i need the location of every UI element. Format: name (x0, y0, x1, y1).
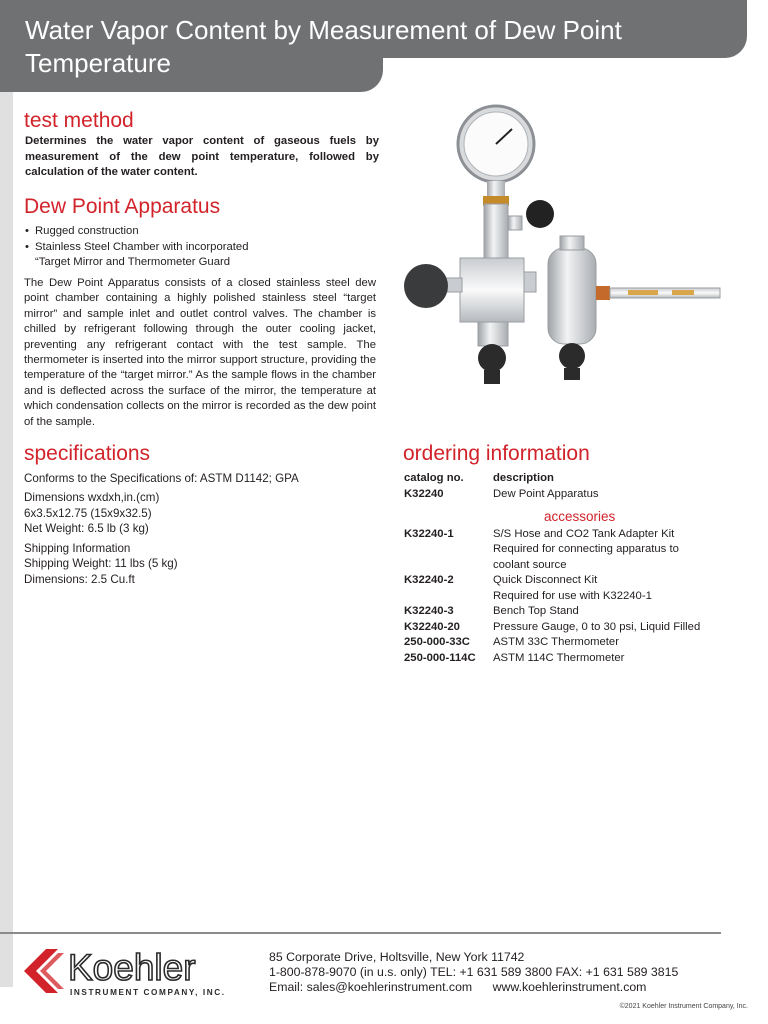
feature-list (25, 224, 249, 271)
catalog-description: coolant source (493, 559, 567, 571)
footer-address: 85 Corporate Drive, Holtsville, New York 11742 (269, 950, 525, 964)
logo-subtitle: INSTRUMENT COMPANY, INC. (70, 988, 226, 997)
spec-shipping-heading: Shipping Information (24, 542, 131, 555)
catalog-description: Quick Disconnect Kit (493, 574, 598, 586)
catalog-description: Required for use with K32240-1 (493, 590, 652, 602)
col-description-header: description (493, 472, 554, 484)
test-method-heading: test method (24, 109, 134, 132)
catalog-code: K32240-3 (404, 605, 454, 617)
footer-copyright: ©2021 Koehler Instrument Company, Inc. (619, 1003, 748, 1010)
catalog-code: K32240-2 (404, 574, 454, 586)
feature-item-continuation: “Target Mirror and Thermometer Guard (35, 256, 231, 268)
catalog-code: 250-000-33C (404, 636, 470, 648)
spec-dimensions-value: 6x3.5x12.75 (15x9x32.5) (24, 507, 152, 520)
apparatus-heading: Dew Point Apparatus (24, 195, 221, 218)
catalog-description: Required for connecting apparatus to (493, 543, 679, 555)
spec-shipping-dimensions: Dimensions: 2.5 Cu.ft (24, 573, 135, 586)
page-title: Water Vapor Content by Measurement of Dew Point Temperature (25, 15, 622, 78)
catalog-code: 250-000-114C (404, 652, 476, 664)
footer-contact (269, 950, 678, 996)
spec-conforms: Conforms to the Specifications of: ASTM D1142; GPA (24, 472, 299, 485)
col-catalog-header: catalog no. (404, 472, 464, 484)
feature-item: • Stainless Steel Chamber with incorporated (25, 240, 249, 253)
catalog-description: ASTM 33C Thermometer (493, 636, 619, 648)
catalog-code: K32240-1 (404, 528, 454, 540)
catalog-code: K32240-20 (404, 621, 460, 633)
apparatus-description: The Dew Point Apparatus consists of a closed stainless steel dew point chamber containing a highly polished stainless steel “target mirror” and sample inlet and outlet control valves. The chamber is chilled by refrigerant following through the outer cooling jacket, preventing any refrigerant contact with the test sample. The thermometer is inserted into the mirror support structure, providing the temperature of the “target mirror.” As the sample flows in the chamber and is deflected across the surface of the mirror, the temperature at which condensation collects on the mirror is recorded as the dew point of the sample. (24, 277, 376, 428)
catalog-description: Bench Top Stand (493, 605, 579, 617)
catalog-description: ASTM 114C Thermometer (493, 652, 625, 664)
dew-point-apparatus-image (400, 96, 740, 416)
specifications-heading: specifications (24, 442, 151, 465)
test-method-text: Determines the water vapor content of gaseous fuels by measurement of the dew point temperature, followed by calculation of the water content. (25, 135, 379, 178)
koehler-logo (24, 947, 244, 999)
footer-email-web[interactable]: Email: sales@koehlerinstrument.com www.koehlerinstrument.com (269, 980, 647, 995)
catalog-description: Pressure Gauge, 0 to 30 psi, Liquid Filled (493, 621, 701, 633)
catalog-description: Dew Point Apparatus (493, 488, 599, 500)
spec-dimensions (24, 490, 159, 506)
footer-divider (0, 932, 721, 934)
catalog-code: K32240 (404, 488, 444, 500)
spec-shipping-weight: Shipping Weight: 11 lbs (5 kg) (24, 557, 178, 570)
logo-wordmark: Koehler (68, 947, 196, 988)
feature-item: • Rugged construction (25, 225, 139, 237)
footer-phone: 1-800-878-9070 (in u.s. only) TEL: +1 631 589 3800 FAX: +1 631 589 3815 (269, 965, 679, 980)
accessories-label: accessories (544, 509, 616, 524)
left-margin-band (0, 92, 13, 987)
spec-net-weight: Net Weight: 6.5 lb (3 kg) (24, 522, 149, 535)
spec-dimensions-unit: wxdxh,in.(cm) (87, 491, 160, 504)
spec-dimensions-label: Dimensions (24, 491, 85, 504)
ordering-heading: ordering information (403, 442, 590, 465)
catalog-description: S/S Hose and CO2 Tank Adapter Kit (493, 528, 675, 540)
